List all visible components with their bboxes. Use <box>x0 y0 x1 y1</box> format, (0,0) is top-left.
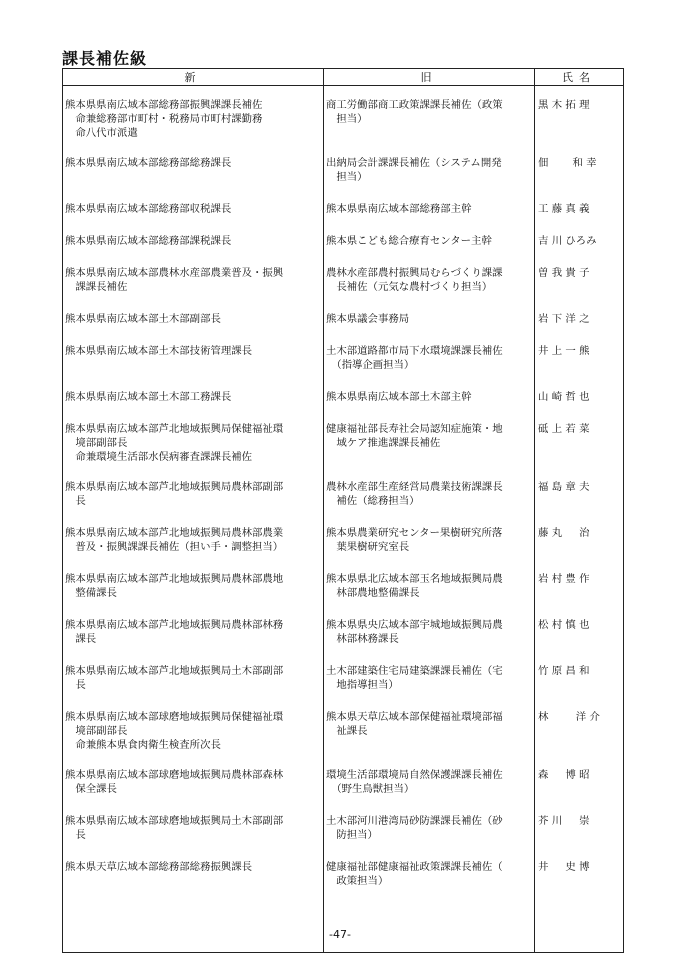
cell-new: 熊本県県南広域本部芦北地域振興局農林部林務 課長 <box>63 616 324 662</box>
table-row <box>63 86 624 155</box>
cell-old: 環境生活部環境局自然保護課課長補佐 （野生鳥獣担当） <box>324 766 535 812</box>
table-row <box>63 478 624 524</box>
table-row <box>63 310 624 342</box>
cell-old: 熊本県県南広域本部土木部主幹 <box>324 388 535 420</box>
cell-name: 井 史 博 <box>535 858 624 953</box>
table-row <box>63 570 624 616</box>
cell-name: 竹 原 昌 和 <box>535 662 624 708</box>
cell-new: 熊本県県南広域本部土木部副部長 <box>63 310 324 342</box>
cell-name: 藤 丸 治 <box>535 524 624 570</box>
cell-old: 熊本県県北広域本部玉名地域振興局農 林部農地整備課長 <box>324 570 535 616</box>
cell-old: 農林水産部農村振興局むらづくり課課 長補佐（元気な農村づくり担当） <box>324 264 535 310</box>
cell-name: 吉 川 ひろみ <box>535 232 624 264</box>
cell-new: 熊本県県南広域本部球磨地域振興局土木部副部 長 <box>63 812 324 858</box>
table-row <box>63 662 624 708</box>
cell-name: 松 村 慎 也 <box>535 616 624 662</box>
table-row <box>63 812 624 858</box>
table-row <box>63 420 624 478</box>
cell-old: 熊本県議会事務局 <box>324 310 535 342</box>
cell-old: 健康福祉部健康福祉政策課課長補佐（ 政策担当） <box>324 858 535 953</box>
cell-name: 黒 木 拓 理 <box>535 86 624 155</box>
cell-new: 熊本県県南広域本部球磨地域振興局農林部森林 保全課長 <box>63 766 324 812</box>
header-row <box>63 69 624 86</box>
cell-name: 芥 川 崇 <box>535 812 624 858</box>
cell-old: 熊本県天草広域本部保健福祉環境部福 祉課長 <box>324 708 535 766</box>
cell-new: 熊本県県南広域本部球磨地域振興局保健福祉環 境部副部長 命兼熊本県食肉衛生検査所次長 <box>63 708 324 766</box>
cell-new: 熊本県県南広域本部芦北地域振興局農林部副部 長 <box>63 478 324 524</box>
section-title: 課長補佐級 <box>62 49 148 68</box>
cell-name: 井 上 一 熊 <box>535 342 624 388</box>
table-row <box>63 342 624 388</box>
cell-old: 土木部道路都市局下水環境課課長補佐 （指導企画担当） <box>324 342 535 388</box>
table-row <box>63 766 624 812</box>
cell-new: 熊本県県南広域本部土木部技術管理課長 <box>63 342 324 388</box>
cell-name: 曽 我 貴 子 <box>535 264 624 310</box>
cell-old: 土木部建築住宅局建築課課長補佐（宅 地指導担当） <box>324 662 535 708</box>
table-row <box>63 264 624 310</box>
cell-old: 商工労働部商工政策課課長補佐（政策 担当） <box>324 86 535 155</box>
cell-name: 岩 下 洋 之 <box>535 310 624 342</box>
header-new: 新 <box>63 69 324 86</box>
cell-name: 佃 和 幸 <box>535 154 624 200</box>
cell-name: 福 島 章 夫 <box>535 478 624 524</box>
cell-new: 熊本県県南広域本部芦北地域振興局農林部農地 整備課長 <box>63 570 324 616</box>
table-row <box>63 388 624 420</box>
cell-old: 農林水産部生産経営局農業技術課課長 補佐（総務担当） <box>324 478 535 524</box>
table-row <box>63 708 624 766</box>
cell-new: 熊本県県南広域本部土木部工務課長 <box>63 388 324 420</box>
table-row <box>63 232 624 264</box>
cell-name: 岩 村 豊 作 <box>535 570 624 616</box>
cell-new: 熊本県県南広域本部芦北地域振興局農林部農業 普及・振興課課長補佐（担い手・調整担当） <box>63 524 324 570</box>
cell-old: 出納局会計課課長補佐（システム開発 担当） <box>324 154 535 200</box>
cell-new: 熊本県県南広域本部総務部課税課長 <box>63 232 324 264</box>
table-row <box>63 154 624 200</box>
cell-name: 林 洋 介 <box>535 708 624 766</box>
cell-old: 熊本県県南広域本部総務部主幹 <box>324 200 535 232</box>
cell-old: 熊本県農業研究センター果樹研究所落 葉果樹研究室長 <box>324 524 535 570</box>
cell-name: 山 崎 哲 也 <box>535 388 624 420</box>
personnel-table <box>62 68 624 953</box>
cell-old: 熊本県こども総合療育センター主幹 <box>324 232 535 264</box>
cell-new: 熊本県県南広域本部農林水産部農業普及・振興 課課長補佐 <box>63 264 324 310</box>
cell-new: 熊本県県南広域本部芦北地域振興局保健福祉環 境部副部長 命兼環境生活部水俣病審査課課長補佐 <box>63 420 324 478</box>
table-row <box>63 524 624 570</box>
header-old: 旧 <box>324 69 535 86</box>
cell-old: 熊本県県央広域本部宇城地域振興局農 林部林務課長 <box>324 616 535 662</box>
table-row <box>63 200 624 232</box>
page-number: -47- <box>329 928 351 941</box>
cell-new: 熊本県県南広域本部総務部収税課長 <box>63 200 324 232</box>
cell-new: 熊本県天草広域本部総務部総務振興課長 <box>63 858 324 953</box>
table-body <box>63 86 624 953</box>
cell-name: 工 藤 真 義 <box>535 200 624 232</box>
cell-new: 熊本県県南広域本部総務部総務課長 <box>63 154 324 200</box>
cell-old: 健康福祉部長寿社会局認知症施策・地 域ケア推進課課長補佐 <box>324 420 535 478</box>
cell-name: 森 博 昭 <box>535 766 624 812</box>
cell-old: 土木部河川港湾局砂防課課長補佐（砂 防担当） <box>324 812 535 858</box>
header-name: 氏名 <box>535 69 624 86</box>
table-row <box>63 616 624 662</box>
cell-name: 砥 上 若 菜 <box>535 420 624 478</box>
cell-new: 熊本県県南広域本部総務部振興課課長補佐 命兼総務部市町村・税務局市町村課勤務 命八代市派遣 <box>63 86 324 155</box>
cell-new: 熊本県県南広域本部芦北地域振興局土木部副部 長 <box>63 662 324 708</box>
